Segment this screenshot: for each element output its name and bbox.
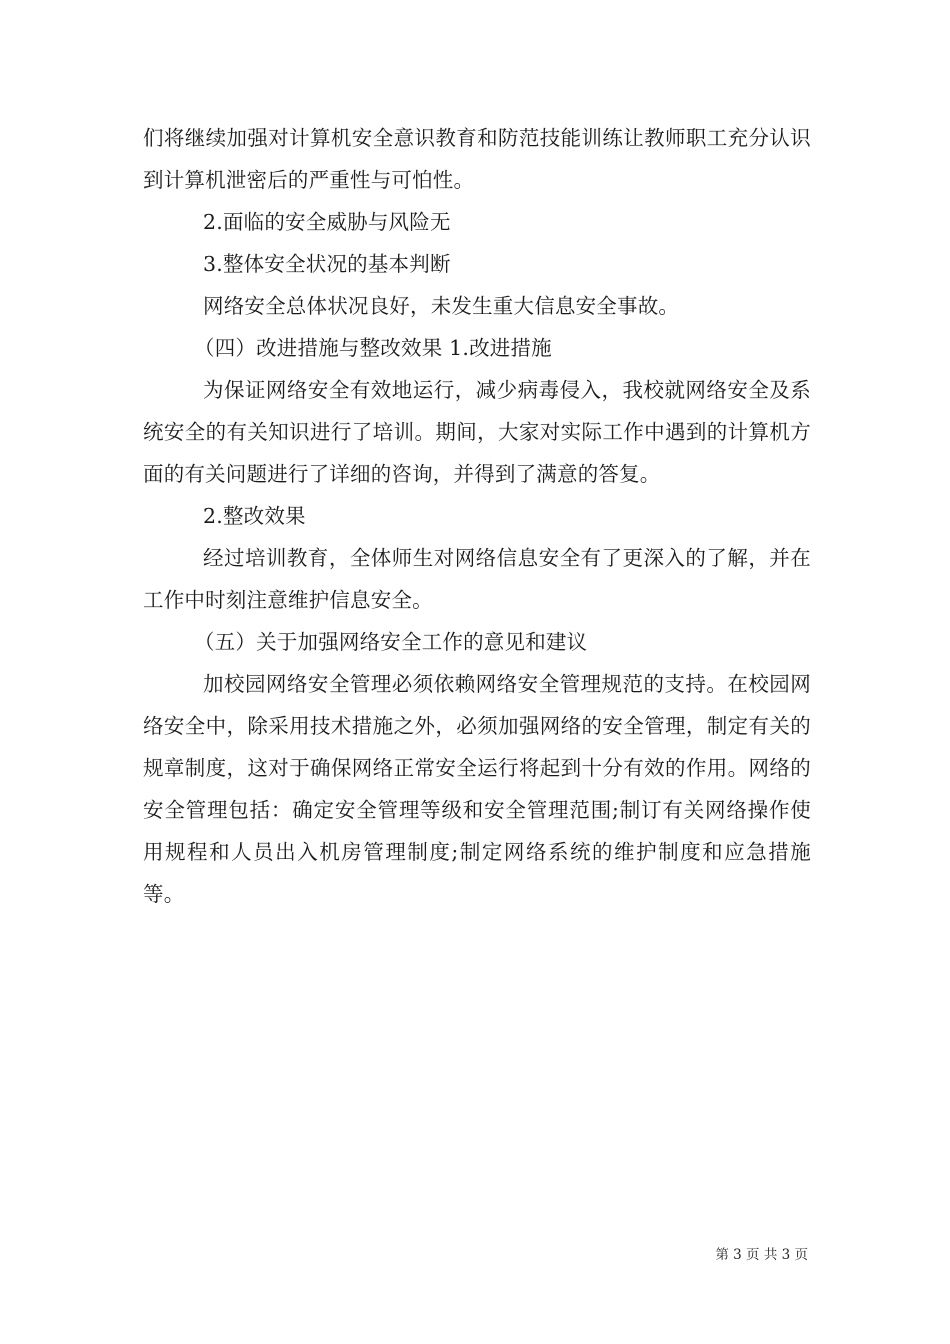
paragraph-improvement-measures: 为保证网络安全有效地运行，减少病毒侵入，我校就网络安全及系统安全的有关知识进行了培训。期间，大家对实际工作中遇到的计算机方面的有关问题进行了详细的咨询，并得到了满意的答复。 [143,378,811,486]
subheading-overall-assessment: 3.整体安全状况的基本判断 [203,252,451,276]
paragraph-rectification-effect: 经过培训教育，全体师生对网络信息安全有了更深入的了解，并在工作中时刻注意维护信息安全。 [143,546,811,612]
paragraph-suggestions: 加校园网络安全管理必须依赖网络安全管理规范的支持。在校园网络安全中，除采用技术措施之外，必须加强网络的安全管理，制定有关的规章制度，这对于确保网络正常安全运行将起到十分有效的作用。网络的安全管理包括：确定安全管理等级和安全管理范围;制订有关网络操作使用规程和人员出入机房管理制度;制定网络系统的维护制度和应急措施等。 [143,672,811,906]
subheading-threats-risks: 2.面临的安全威胁与风险无 [203,210,451,234]
document-body [143,117,811,915]
page-number-footer: 第 3 页 共 3 页 [715,1247,808,1263]
subheading-rectification-effect: 2.整改效果 [203,504,306,528]
paragraph-overall-status: 网络安全总体状况良好，未发生重大信息安全事故。 [203,294,680,318]
section-heading-improvements: （四）改进措施与整改效果 1.改进措施 [194,336,552,360]
section-heading-suggestions: （五）关于加强网络安全工作的意见和建议 [194,630,588,654]
paragraph-continuation: 们将继续加强对计算机安全意识教育和防范技能训练让教师职工充分认识到计算机泄密后的严重性与可怕性。 [143,126,811,192]
